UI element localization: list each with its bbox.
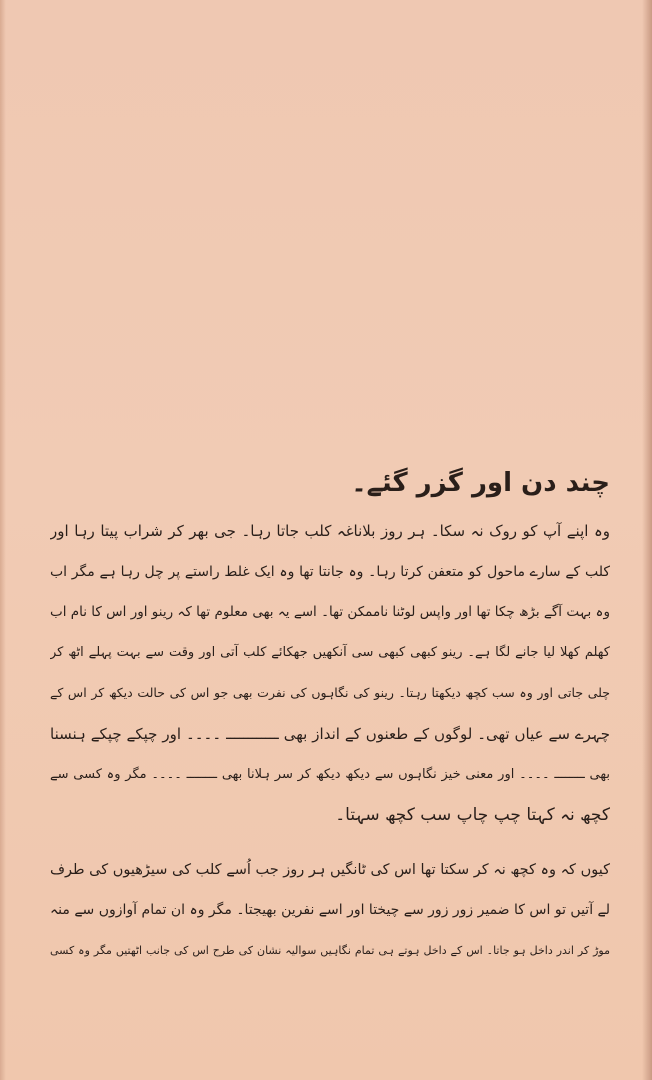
page-left-edge-shadow: [0, 0, 6, 1080]
text-line: کیوں کہ وہ کچھ نہ کر سکتا تھا اس کی ٹانگیں ہر روز جب اُسے کلب کی سیڑھیوں کی طرف: [50, 861, 610, 878]
text-line: موڑ کر اندر داخل ہو جاتا۔ اس کے داخل ہوتے ہی تمام نگاہیں سوالیہ نشان کی طرح اس کی جانب اٹھتیں مگر وہ کسی: [50, 943, 610, 957]
paragraph-1: [50, 511, 610, 836]
page-right-edge-shadow: [642, 0, 652, 1080]
text-line: کچھ نہ کہتا چپ چاپ سب کچھ سہتا۔: [335, 805, 610, 826]
page-text-block: [50, 455, 610, 972]
text-line: بھی ــــــــ ۔۔۔۔ اور معنی خیز نگاہوں سے دیکھ دیکھ کر سر ہلانا بھی ــــــــ ۔۔۔۔ مگر وہ کسی سے: [50, 766, 610, 782]
text-line: لے آتیں تو اس کا ضمیر زور زور سے چیختا اور اسے نفرین بھیجتا۔ مگر وہ ان تمام آوازوں سے منہ: [50, 902, 610, 919]
text-line: کلب کے سارے ماحول کو متعفن کرتا رہا۔ وہ جانتا تھا وہ ایک غلط راستے پر چل رہا ہے مگر اب: [50, 563, 610, 580]
text-line: وہ اپنے آپ کو روک نہ سکا۔ ہر روز بلاناغہ کلب جاتا رہا۔ جی بھر کر شراب پیتا رہا اور: [50, 522, 610, 540]
text-line: کھلم کھلا لیا جانے لگا ہے۔ رینو کبھی کبھی سی آنکھیں جھکائے کلب آتی اور وقت سے بہت پہلے اٹھ کر: [50, 644, 610, 660]
section-heading: چند دن اور گزر گئے۔: [351, 468, 610, 498]
text-line: چلی جاتی اور وہ سب کچھ دیکھتا رہتا۔ رینو کی نگاہوں کی نفرت بھی جو اس کی حالت دیکھ کر اس کے: [50, 685, 610, 701]
text-line: وہ بہت آگے بڑھ چکا تھا اور واپس لوٹنا ناممکن تھا۔ اسے یہ بھی معلوم تھا کہ رینو اور اس کا نام اب: [50, 604, 610, 621]
text-line: چہرے سے عیاں تھی۔ لوگوں کے طعنوں کے انداز بھی ــــــــــــ ۔۔۔۔ اور چپکے چپکے ہنسنا: [50, 724, 610, 743]
paragraph-2: [50, 850, 610, 972]
paragraph-gap: [50, 836, 610, 850]
